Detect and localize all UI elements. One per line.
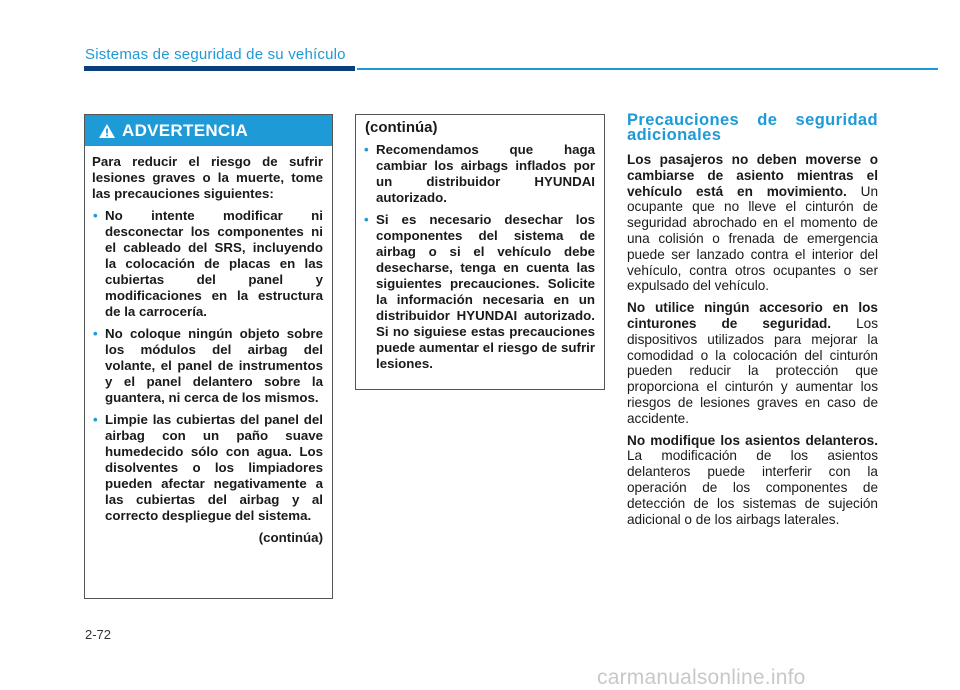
paragraph-lead: No utilice ningún accesorio en los cinturones de seguridad. [627, 300, 878, 331]
warning-triangle-icon [98, 123, 116, 139]
continued-box [355, 114, 605, 390]
bullet-dot-icon: • [364, 212, 369, 227]
section-header-title: Sistemas de seguridad de su vehículo [85, 46, 346, 63]
warning-intro: Para reducir el riesgo de sufrir lesiones graves o la muerte, tome las precauciones siguientes: [92, 154, 323, 201]
warning-heading-bar [85, 115, 332, 146]
continued-heading: (continúa) [365, 119, 438, 136]
paragraph-text: La modificación de los asientos delanteros puede interferir con la operación de los componentes de detección de los sistemas de sujeción adicional o de los airbags laterales. [627, 448, 878, 527]
bullet-dot-icon: • [93, 412, 98, 427]
paragraph [627, 152, 878, 294]
page-number: 2-72 [85, 627, 112, 642]
additional-precautions-section [627, 113, 878, 533]
warning-heading: ADVERTENCIA [122, 120, 249, 140]
paragraph-text: Los dispositivos utilizados para mejorar la comodidad o la colocación del cinturón pueden reducir la protección que proporciona el cinturón y aumentar los riesgos de lesiones graves en caso de accidente. [627, 315, 878, 426]
paragraph [627, 433, 878, 528]
warning-item [92, 412, 323, 524]
paragraph-lead: No modifique los asientos delanteros. [627, 432, 878, 448]
continued-item [363, 142, 595, 206]
header-rule-light [357, 68, 938, 70]
paragraph [627, 300, 878, 426]
paragraph-text: Un ocupante que no lleve el cinturón de seguridad abrochado en el momento de una colisión o frenada de emergencia puede ser lanzado contra el interior del vehículo, contra otros ocupantes o ser expulsado del vehículo. [627, 183, 879, 294]
continued-item-text: Recomendamos que haga cambiar los airbags inflados por un distribuidor HYUNDAI autorizado. [376, 142, 595, 205]
warning-item [92, 208, 323, 320]
warning-item-text: No coloque ningún objeto sobre los módulos del airbag del volante, el panel de instrumentos y el panel delantero sobre la guantera, ni cerca de los mismos. [105, 326, 323, 405]
warning-item [92, 326, 323, 406]
bullet-dot-icon: • [93, 326, 98, 341]
section-title: Precauciones de seguridad adicionales [627, 111, 878, 144]
warning-item-text: Limpie las cubiertas del panel del airbag con un paño suave humedecido sólo con agua. Los disolventes o los limpiadores pueden afectar negativamente a las cubiertas del airbag y al correcto despliegue del sistema. [105, 412, 323, 523]
continued-item [363, 212, 595, 372]
warning-item-text: No intente modificar ni desconectar los componentes ni el cableado del SRS, incluyendo la colocación de placas en las cubiertas del panel y modificaciones en la estructura de la carrocería. [105, 208, 323, 319]
warning-box [84, 114, 333, 599]
watermark: carmanualsonline.info [597, 666, 806, 689]
paragraph-lead: Los pasajeros no deben moverse o cambiarse de asiento mientras el vehículo está en movimiento. [627, 152, 878, 199]
bullet-dot-icon: • [93, 208, 98, 223]
continued-item-text: Si es necesario desechar los componentes del sistema de airbag o si el vehículo debe desecharse, tenga en cuenta las siguientes precauciones. Solicite la información necesaria en un distribuidor HYUNDAI autorizado. Si no siguiese estas precauciones puede aumentar el riesgo de sufrir lesiones. [376, 212, 595, 371]
bullet-dot-icon: • [364, 142, 369, 157]
header-rule-dark [84, 66, 355, 71]
warning-continued-note: (continúa) [258, 530, 323, 545]
